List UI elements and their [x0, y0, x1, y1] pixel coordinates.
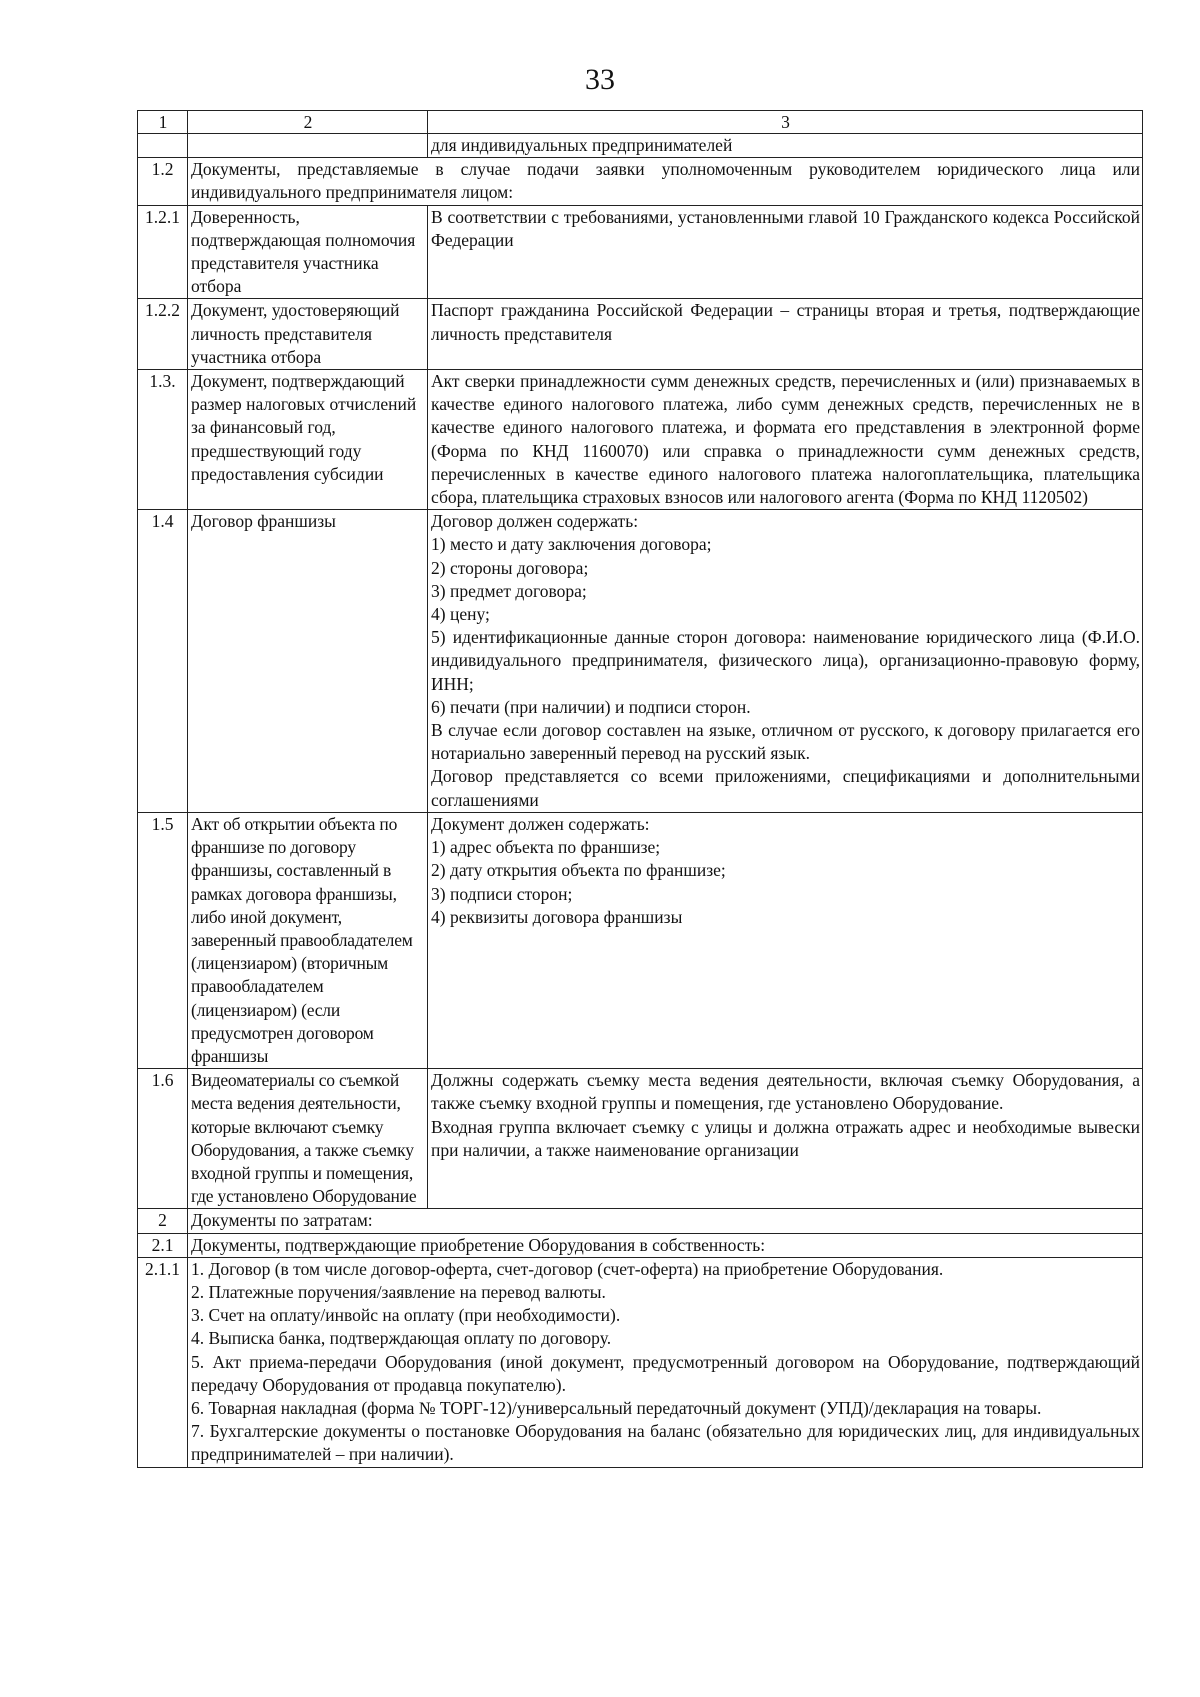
requirement-line: 5) идентификационные данные сторон договора: наименование юридического лица (Ф.И.О. индивидуального предпринимателя, физического лица), организационно-правовую форму, ИНН; — [431, 627, 1140, 694]
table-row-2-1 — [138, 1233, 1143, 1257]
requirement-line: 1) место и дату заключения договора; — [431, 534, 712, 555]
documents-table — [137, 110, 1143, 1468]
page-number: 33 — [585, 63, 615, 96]
row-number: 2 — [138, 1209, 188, 1233]
row-requirements: для индивидуальных предпринимателей — [428, 134, 1143, 158]
table-row-2-1-1 — [138, 1257, 1143, 1467]
section-title: Документы, представляемые в случае подачи заявки уполномоченным руководителем юридического лица или индивидуального предпринимателя лицом: — [188, 158, 1143, 205]
row-requirements — [188, 1257, 1143, 1467]
row-number: 1.2 — [138, 158, 188, 205]
requirement-line: Входная группа включает съемку с улицы и должна отражать адрес и необходимые вывески при наличии, а также наименование организации — [431, 1116, 1140, 1160]
requirement-line: Договор представляется со всеми приложениями, спецификациями и дополнительными соглашениями — [431, 766, 1140, 810]
row-number: 2.1 — [138, 1233, 188, 1257]
table-row-2 — [138, 1209, 1143, 1233]
requirement-line: 3. Счет на оплату/инвойс на оплату (при необходимости). — [191, 1305, 621, 1326]
row-number: 2.1.1 — [138, 1257, 188, 1467]
requirement-line: Документ должен содержать: — [431, 813, 650, 834]
table-row-1-5 — [138, 812, 1143, 1068]
section-title: Документы по затратам: — [188, 1209, 1143, 1233]
table-row-1-2-1 — [138, 205, 1143, 299]
requirement-line: 4) реквизиты договора франшизы — [431, 906, 683, 927]
header-col-1: 1 — [138, 111, 188, 134]
requirement-line: 1. Договор (в том числе договор-оферта, счет-договор (счет-оферта) на приобретение Оборудования. — [191, 1258, 944, 1279]
requirement-line: 2. Платежные поручения/заявление на перевод валюты. — [191, 1281, 606, 1302]
row-requirements — [428, 1069, 1143, 1209]
row-number: 1.4 — [138, 510, 188, 813]
table-row-1-2 — [138, 158, 1143, 205]
header-col-2: 2 — [188, 111, 428, 134]
requirement-line: 5. Акт приема-передачи Оборудования (иной документ, предусмотренный договором на Оборудование, подтверждающий передачу Оборудования от продавца покупателю). — [191, 1351, 1140, 1395]
requirement-line: 6) печати (при наличии) и подписи сторон. — [431, 696, 751, 717]
row-number: 1.5 — [138, 812, 188, 1068]
row-number: 1.2.1 — [138, 205, 188, 299]
header-col-3: 3 — [428, 111, 1143, 134]
row-number: 1.2.2 — [138, 299, 188, 370]
row-document-name: Доверенность, подтверждающая полномочия представителя участника отбора — [188, 205, 428, 299]
row-number: 1.6 — [138, 1069, 188, 1209]
row-document-name: Документ, удостоверяющий личность представителя участника отбора — [188, 299, 428, 370]
table-row-1-2-2 — [138, 299, 1143, 370]
requirement-line: Договор должен содержать: — [431, 511, 639, 532]
section-title: Документы, подтверждающие приобретение Оборудования в собственность: — [188, 1233, 1143, 1257]
requirement-line: 2) стороны договора; — [431, 557, 589, 578]
row-requirements — [428, 812, 1143, 1068]
requirement-line: В случае если договор составлен на языке, отличном от русского, к договору прилагается его нотариально заверенный перевод на русский язык. — [431, 720, 1140, 764]
requirement-line: 4. Выписка банка, подтверждающая оплату по договору. — [191, 1328, 612, 1349]
table-row-continuation — [138, 134, 1143, 158]
table-row-1-3 — [138, 370, 1143, 510]
requirement-line: 3) предмет договора; — [431, 580, 587, 601]
requirement-line: 1) адрес объекта по франшизе; — [431, 837, 661, 858]
row-number: 1.3. — [138, 370, 188, 510]
row-document-name: Документ, подтверждающий размер налоговых отчислений за финансовый год, предшествующий году предоставления субсидии — [188, 370, 428, 510]
table-row-1-6 — [138, 1069, 1143, 1209]
row-document-name — [188, 134, 428, 158]
requirement-line: 6. Товарная накладная (форма № ТОРГ-12)/универсальный передаточный документ (УПД)/декларация на товары. — [191, 1397, 1042, 1418]
requirement-line: 3) подписи сторон; — [431, 883, 573, 904]
row-document-name: Договор франшизы — [188, 510, 428, 813]
row-document-name: Акт об открытии объекта по франшизе по договору франшизы, составленный в рамках договора франшизы, либо иной документ, заверенный правообладателем (лицензиаром) (вторичным правообладателем (лицензиаром) (если предусмотрен договором франшизы — [188, 812, 428, 1068]
table-row-1-4 — [138, 510, 1143, 813]
row-requirements — [428, 510, 1143, 813]
requirement-line: 4) цену; — [431, 604, 490, 625]
requirement-line: 2) дату открытия объекта по франшизе; — [431, 860, 726, 881]
row-requirements: Акт сверки принадлежности сумм денежных средств, перечисленных и (или) признаваемых в качестве единого налогового платежа, либо сумм денежных средств, перечисленных не в качестве единого налогового платежа, и формата его представления в электронной форме (Форма по КНД 1160070) или справка о принадлежности сумм денежных средств, перечисленных в качестве единого налогового платежа налогоплательщика, плательщика сбора, плательщика страховых взносов или налогового агента (Форма по КНД 1120502) — [428, 370, 1143, 510]
row-requirements: В соответствии с требованиями, установленными главой 10 Гражданского кодекса Российской Федерации — [428, 205, 1143, 299]
row-requirements: Паспорт гражданина Российской Федерации – страницы вторая и третья, подтверждающие личность представителя — [428, 299, 1143, 370]
requirement-line: Должны содержать съемку места ведения деятельности, включая съемку Оборудования, а также съемку входной группы и помещения, где установлено Оборудование. — [431, 1070, 1140, 1114]
table-header-row — [138, 111, 1143, 134]
requirement-line: 7. Бухгалтерские документы о постановке Оборудования на баланс (обязательно для юридических лиц, для индивидуальных предпринимателей – при наличии). — [191, 1421, 1140, 1465]
row-document-name: Видеоматериалы со съемкой места ведения деятельности, которые включают съемку Оборудования, а также съемку входной группы и помещения, где установлено Оборудование — [188, 1069, 428, 1209]
row-number — [138, 134, 188, 158]
